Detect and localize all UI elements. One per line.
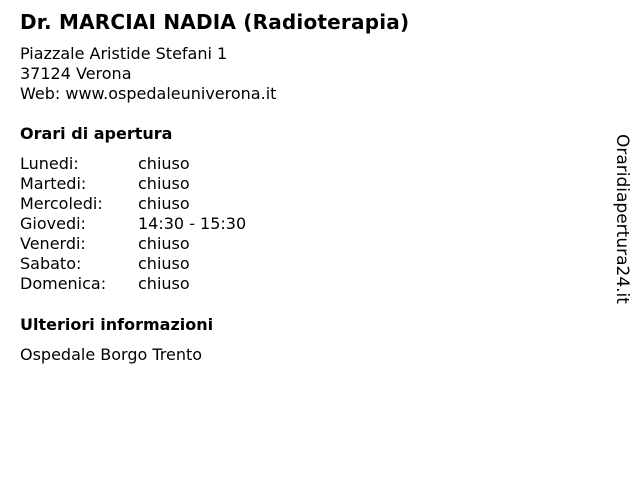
additional-info-heading: Ulteriori informazioni [20,315,214,334]
opening-hours-table [20,154,246,294]
time-value: chiuso [138,234,190,253]
day-label: Domenica: [20,274,107,293]
opening-hours-heading: Orari di apertura [20,124,173,143]
hours-row-thursday [20,214,246,234]
day-label: Sabato: [20,254,82,273]
city-address: 37124 Verona [20,64,132,83]
time-value: chiuso [138,154,190,173]
day-label: Mercoledi: [20,194,103,213]
time-value: chiuso [138,274,190,293]
website-link[interactable]: Web: www.ospedaleuniverona.it [20,84,277,103]
additional-info-text: Ospedale Borgo Trento [20,345,203,364]
day-label: Giovedi: [20,214,86,233]
site-brand-vertical[interactable]: Oraridiapertura24.it [612,134,632,304]
address-block [20,44,276,104]
day-label: Lunedi: [20,154,79,173]
page-title: Dr. MARCIAI NADIA (Radioterapia) [20,10,410,34]
day-label: Venerdi: [20,234,86,253]
hours-row-monday [20,154,246,174]
time-value: 14:30 - 15:30 [138,214,247,233]
hours-row-saturday [20,254,246,274]
time-value: chiuso [138,194,190,213]
time-value: chiuso [138,254,190,273]
time-value: chiuso [138,174,190,193]
hours-row-wednesday [20,194,246,214]
hours-row-sunday [20,274,246,294]
street-address: Piazzale Aristide Stefani 1 [20,44,228,63]
day-label: Martedi: [20,174,87,193]
hours-row-friday [20,234,246,254]
hours-row-tuesday [20,174,246,194]
